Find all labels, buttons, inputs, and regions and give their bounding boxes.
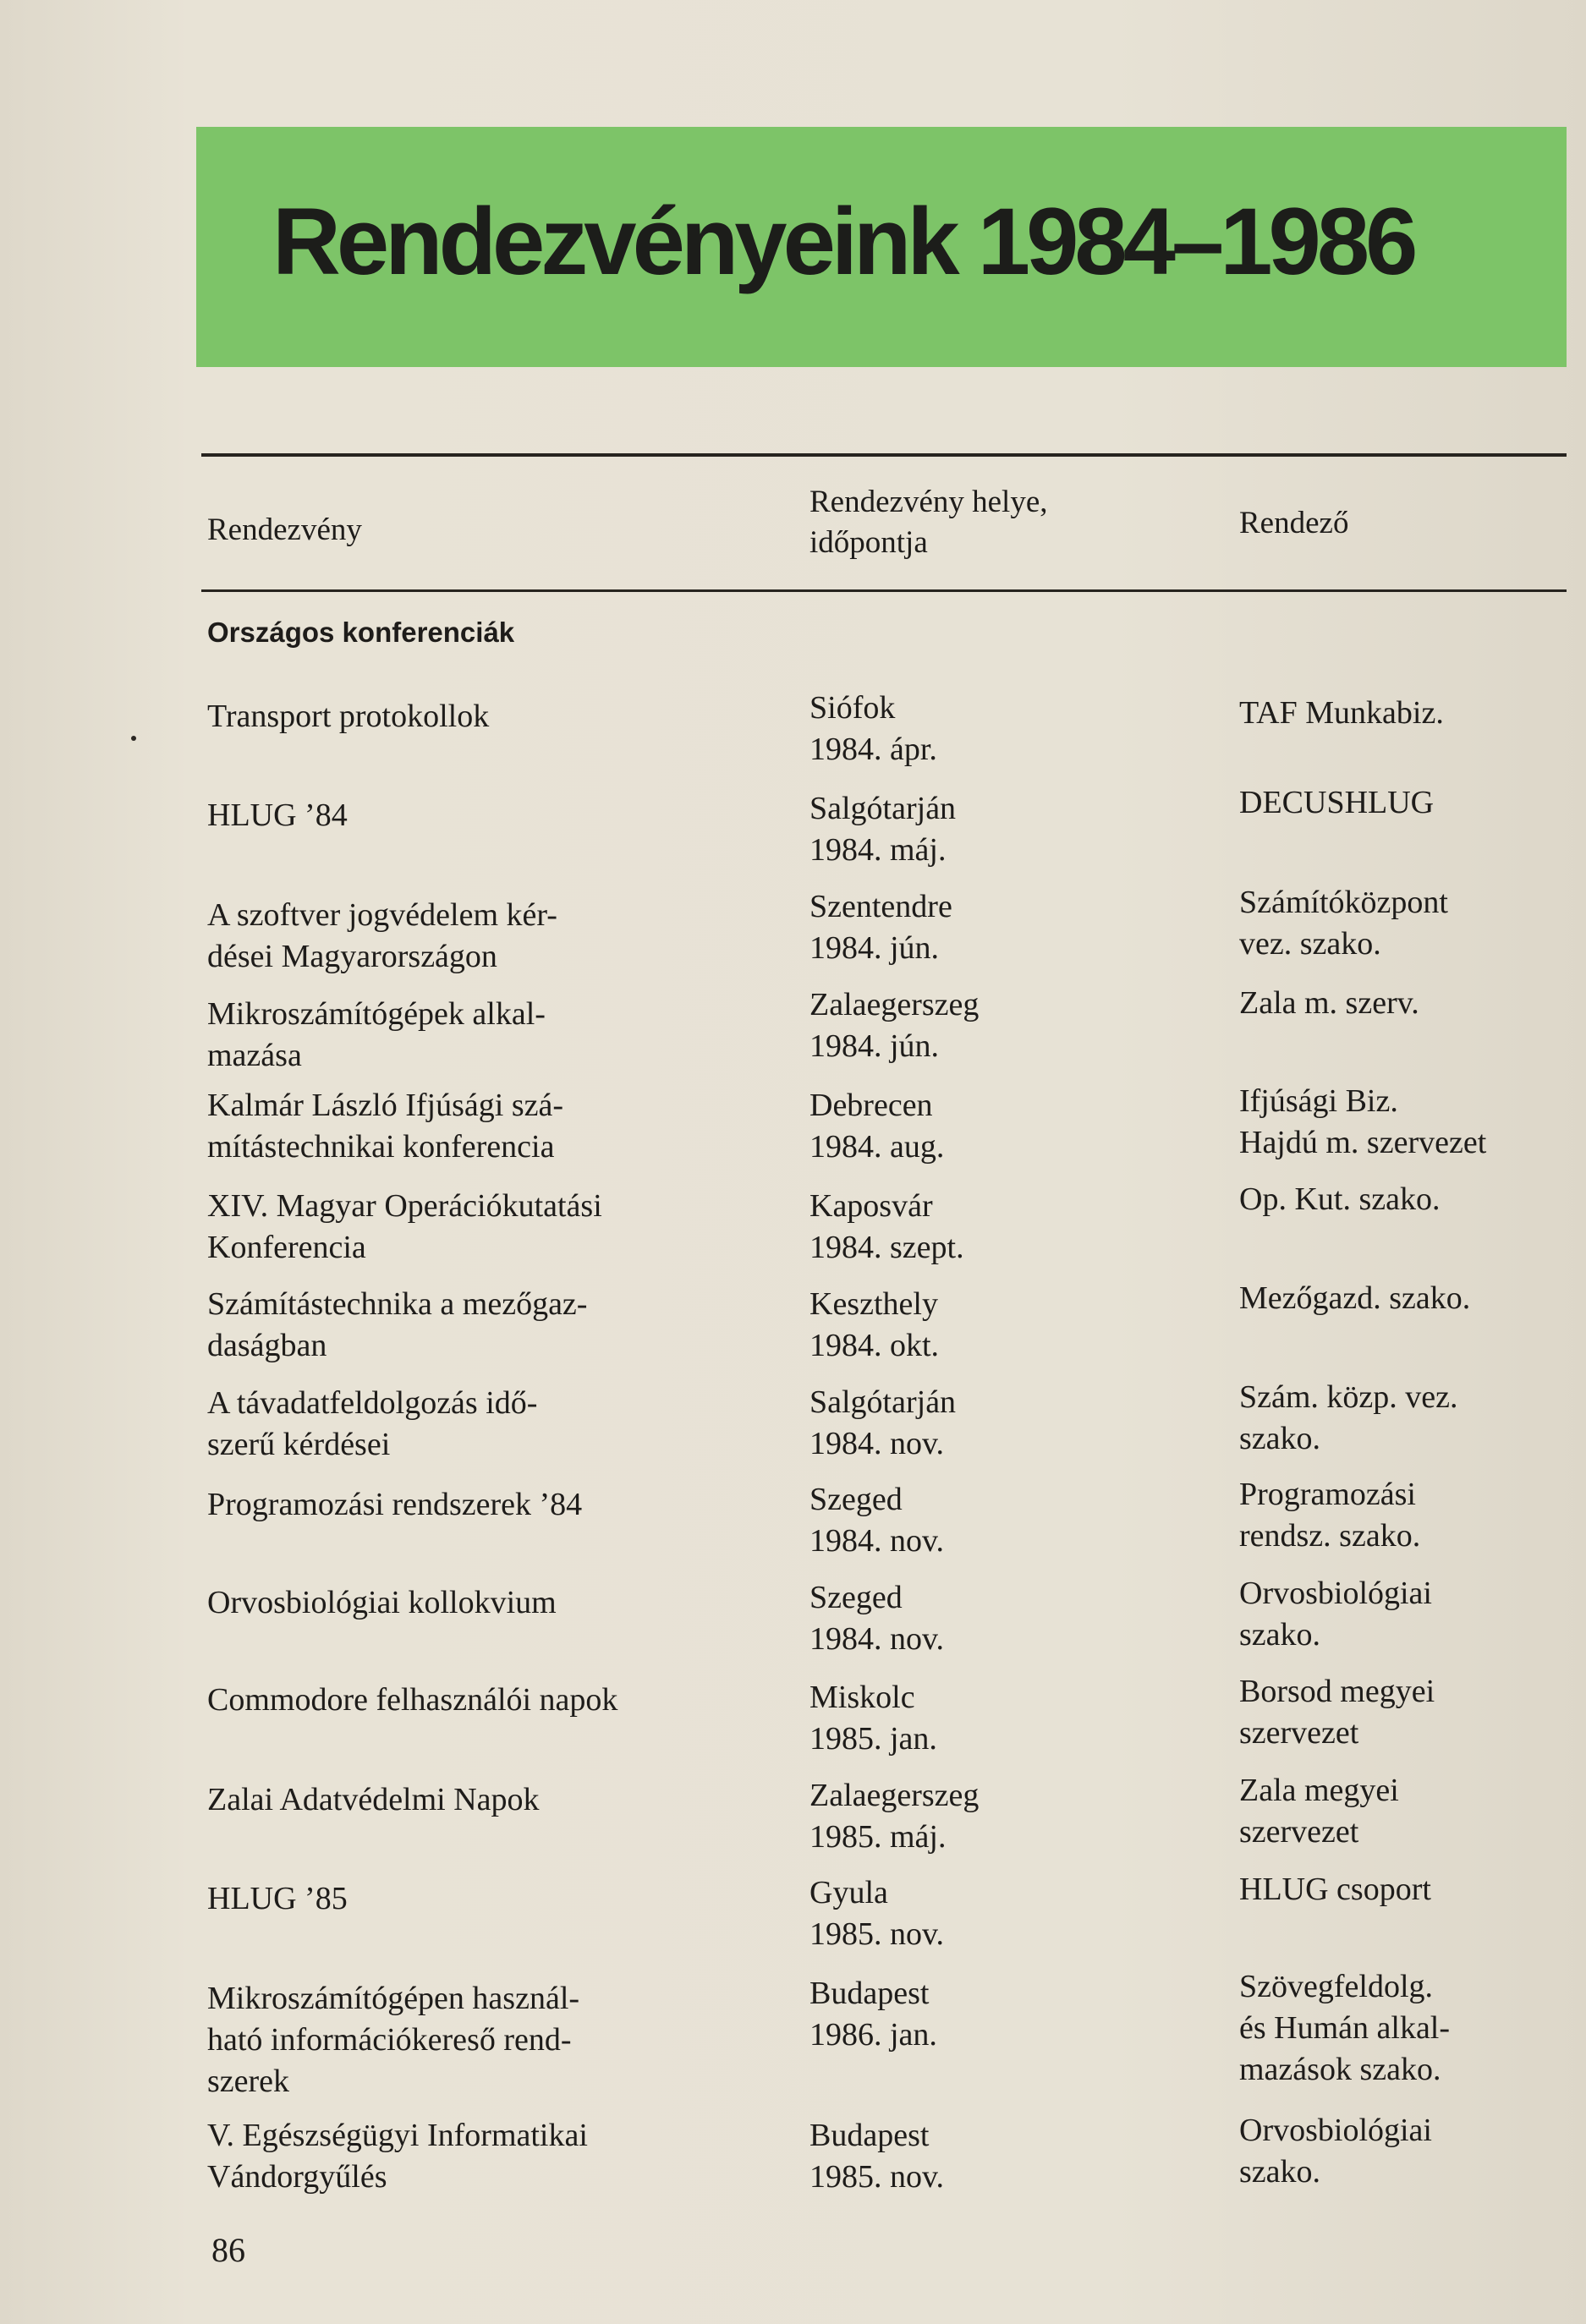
row-event: XIV. Magyar Operációkutatási Konferencia <box>207 1188 602 1265</box>
row-place-date: Miskolc 1985. jan. <box>809 1680 937 1757</box>
row-place-date: Szentendre 1984. jún. <box>809 889 952 966</box>
row-place-date: Budapest 1985. nov. <box>809 2118 945 2195</box>
header-event: Rendezvény <box>207 512 362 547</box>
row-place-date: Gyula 1985. nov. <box>809 1875 945 1952</box>
row-event: Programozási rendszerek ’84 <box>207 1487 583 1522</box>
row-event: HLUG ’85 <box>207 1881 348 1916</box>
margin-mark <box>131 736 136 741</box>
row-event: A szoftver jogvédelem kér- dései Magyarországon <box>207 897 557 974</box>
row-place-date: Szeged 1984. nov. <box>809 1482 945 1559</box>
header-bottom-rule <box>201 589 1567 592</box>
row-place-date: Keszthely 1984. okt. <box>809 1286 940 1363</box>
row-place-date: Debrecen 1984. aug. <box>809 1088 945 1165</box>
row-organizer: Programozási rendsz. szako. <box>1239 1477 1421 1554</box>
row-place-date: Budapest 1986. jan. <box>809 1976 937 2053</box>
row-organizer: Zala m. szerv. <box>1239 985 1419 1021</box>
row-organizer: HLUG csoport <box>1239 1872 1431 1907</box>
row-event: Kalmár László Ifjúsági szá- mítástechnikai konferencia <box>207 1088 563 1165</box>
row-organizer: Op. Kut. szako. <box>1239 1181 1441 1217</box>
row-event: Zalai Adatvédelmi Napok <box>207 1782 540 1817</box>
row-event: V. Egészségügyi Informatikai Vándorgyűlés <box>207 2118 588 2195</box>
row-organizer: Szövegfeldolg. és Humán alkal- mazások szako. <box>1239 1969 1451 2087</box>
section-heading: Országos konferenciák <box>207 617 515 648</box>
row-place-date: Szeged 1984. nov. <box>809 1580 945 1657</box>
row-place-date: Siófok 1984. ápr. <box>809 690 937 767</box>
row-event: A távadatfeldolgozás idő- szerű kérdései <box>207 1385 538 1462</box>
row-organizer: Számítóközpont vez. szako. <box>1239 885 1448 962</box>
row-organizer: DECUSHLUG <box>1239 785 1435 820</box>
page-title: Rendezvényeink 1984–1986 <box>272 189 1414 294</box>
row-event: HLUG ’84 <box>207 798 348 833</box>
row-place-date: Zalaegerszeg 1985. máj. <box>809 1778 980 1855</box>
row-place-date: Kaposvár 1984. szept. <box>809 1188 964 1265</box>
row-place-date: Zalaegerszeg 1984. jún. <box>809 987 980 1064</box>
row-event: Számítástechnika a mezőgaz- daságban <box>207 1286 588 1363</box>
header-organizer: Rendező <box>1239 506 1349 540</box>
row-event: Commodore felhasználói napok <box>207 1682 618 1718</box>
page-number: 86 <box>211 2231 245 2269</box>
row-organizer: Borsod megyei szervezet <box>1239 1674 1435 1751</box>
row-place-date: Salgótarján 1984. nov. <box>809 1384 957 1461</box>
row-place-date: Salgótarján 1984. máj. <box>809 791 957 868</box>
row-event: Orvosbiológiai kollokvium <box>207 1585 557 1620</box>
row-event: Transport protokollok <box>207 699 490 734</box>
row-organizer: Mezőgazd. szako. <box>1239 1280 1471 1316</box>
row-organizer: Szám. közp. vez. szako. <box>1239 1379 1458 1456</box>
row-organizer: TAF Munkabiz. <box>1239 695 1444 731</box>
row-event: Mikroszámítógépek alkal- mazása <box>207 996 546 1073</box>
row-organizer: Orvosbiológiai szako. <box>1239 1576 1432 1653</box>
row-organizer: Ifjúsági Biz. Hajdú m. szervezet <box>1239 1083 1487 1160</box>
header-place-date: Rendezvény helye, időpontja <box>809 485 1048 560</box>
row-event: Mikroszámítógépen használ- ható információkereső rend- szerek <box>207 1981 580 2099</box>
row-organizer: Orvosbiológiai szako. <box>1239 2113 1432 2190</box>
row-organizer: Zala megyei szervezet <box>1239 1773 1399 1850</box>
table-top-rule <box>201 453 1567 457</box>
